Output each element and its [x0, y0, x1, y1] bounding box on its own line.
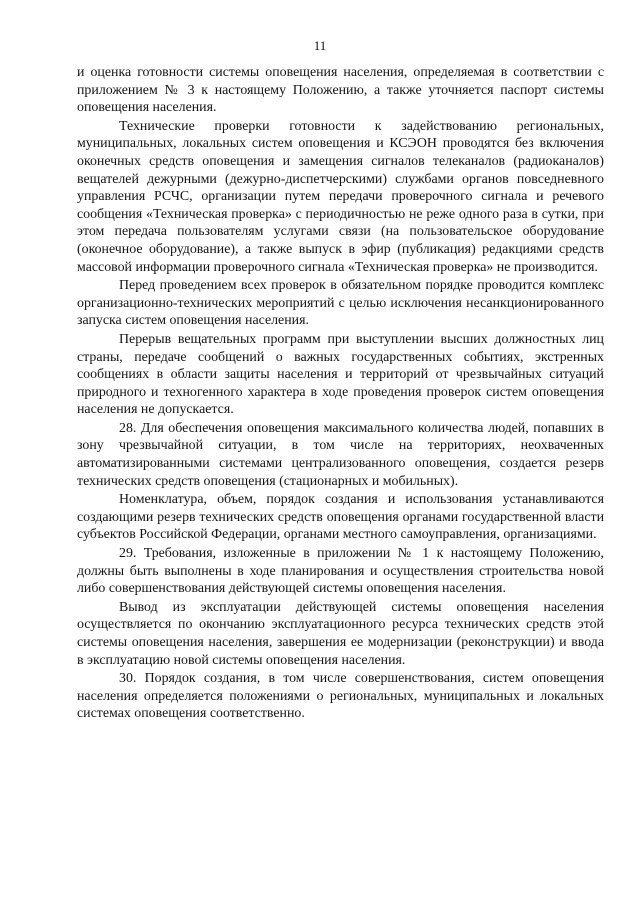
paragraph-decommissioning: Вывод из эксплуатации действующей системы оповещения населения осуществляется по окончанию эксплуатационного ресурса технических средств этой системы оповещения населения, завершения ее модернизации (реконструкции) и ввода в эксплуатацию новой системы оповещения населения.	[77, 599, 604, 668]
paragraph-technical-checks: Технические проверки готовности к задействованию региональных, муниципальных, локальных систем оповещения и КСЭОН проводятся без включения оконечных средств оповещения и замещения сигналов телеканалов (радиоканалов) вещателей дежурными (дежурно-диспетчерскими) службами органов повседневного управления РСЧС, организации путем передачи проверочного сигнала и речевого сообщения «Техническая проверка» с периодичностью не реже одного раза в сутки, при этом передача пользователям услугами связи (на пользовательское оборудование (оконечное оборудование), а также выпуск в эфир (публикация) редакциями средств массовой информации проверочного сигнала «Техническая проверка» не производится.	[77, 118, 604, 275]
document-body	[77, 64, 604, 723]
paragraph-continuation: и оценка готовности системы оповещения населения, определяемая в соответствии с приложением № 3 к настоящему Положению, а также уточняется паспорт системы оповещения населения.	[77, 65, 604, 116]
paragraph-item-30: 30. Порядок создания, в том числе совершенствования, систем оповещения населения определяется положениями о региональных, муниципальных и локальных системах оповещения соответственно.	[77, 671, 604, 722]
paragraph-preparation-measures: Перед проведением всех проверок в обязательном порядке проводится комплекс организационно-технических мероприятий с целью исключения несанкционированного запуска систем оповещения населения.	[77, 278, 604, 329]
paragraph-broadcast-interruption: Перерыв вещательных программ при выступлении высших должностных лиц страны, передаче сообщений о важных государственных событиях, экстренных сообщениях в области защиты населения и территорий от чрезвычайных ситуаций природного и техногенного характера в ходе проведения проверок систем оповещения населения не допускается.	[77, 331, 604, 418]
paragraph-item-28: 28. Для обеспечения оповещения максимального количества людей, попавших в зону чрезвычайной ситуации, в том числе на территориях, неохваченных автоматизированными системами централизованного оповещения, создается резерв технических средств оповещения (стационарных и мобильных).	[77, 420, 604, 489]
paragraph-reserve-nomenclature: Номенклатура, объем, порядок создания и использования устанавливаются создающими резерв технических средств оповещения органами государственной власти субъектов Российской Федерации, органами местного самоуправления, организациями.	[77, 492, 604, 543]
page-number: 11	[313, 38, 327, 53]
paragraph-item-29: 29. Требования, изложенные в приложении № 1 к настоящему Положению, должны быть выполнены в ходе планирования и осуществления строительства новой либо совершенствования действующей системы оповещения населения.	[77, 546, 604, 597]
